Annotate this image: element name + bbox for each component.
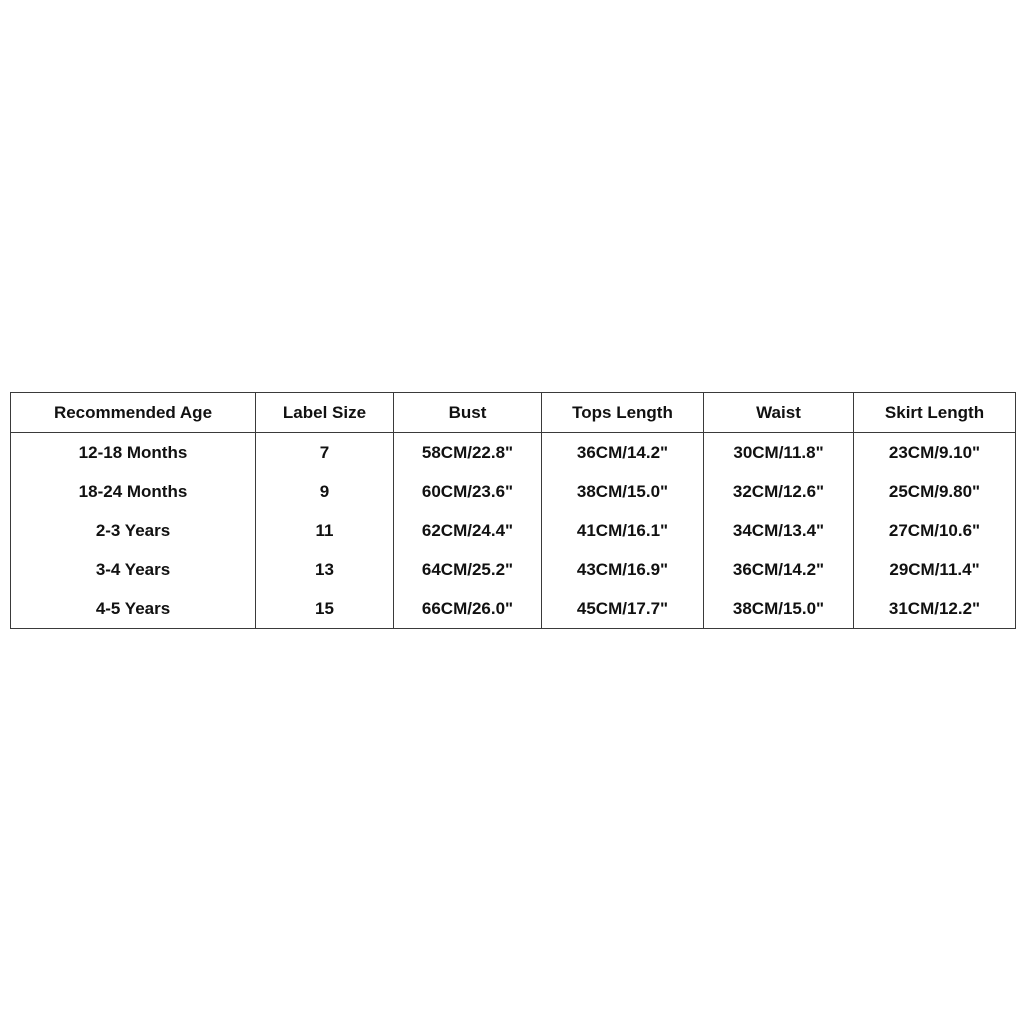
cell-bust: 66CM/26.0" (394, 589, 542, 629)
cell-label-size: 9 (256, 472, 394, 511)
cell-label-size: 13 (256, 550, 394, 589)
size-chart-table (10, 392, 1016, 629)
cell-label-size: 15 (256, 589, 394, 629)
header-waist: Waist (704, 393, 854, 433)
header-row (11, 393, 1016, 433)
cell-tops-length: 38CM/15.0" (542, 472, 704, 511)
table-header (11, 393, 1016, 433)
table-row (11, 433, 1016, 473)
cell-label-size: 7 (256, 433, 394, 473)
header-bust: Bust (394, 393, 542, 433)
cell-bust: 60CM/23.6" (394, 472, 542, 511)
cell-bust: 58CM/22.8" (394, 433, 542, 473)
cell-waist: 36CM/14.2" (704, 550, 854, 589)
cell-bust: 62CM/24.4" (394, 511, 542, 550)
cell-skirt-length: 27CM/10.6" (854, 511, 1016, 550)
cell-tops-length: 45CM/17.7" (542, 589, 704, 629)
cell-waist: 38CM/15.0" (704, 589, 854, 629)
header-label-size: Label Size (256, 393, 394, 433)
cell-tops-length: 36CM/14.2" (542, 433, 704, 473)
cell-skirt-length: 31CM/12.2" (854, 589, 1016, 629)
table-row (11, 511, 1016, 550)
header-skirt-length: Skirt Length (854, 393, 1016, 433)
cell-recommended-age: 3-4 Years (11, 550, 256, 589)
cell-tops-length: 41CM/16.1" (542, 511, 704, 550)
cell-waist: 34CM/13.4" (704, 511, 854, 550)
cell-label-size: 11 (256, 511, 394, 550)
cell-recommended-age: 4-5 Years (11, 589, 256, 629)
cell-waist: 30CM/11.8" (704, 433, 854, 473)
table-row (11, 550, 1016, 589)
table-body (11, 433, 1016, 629)
table-row (11, 589, 1016, 629)
cell-skirt-length: 25CM/9.80" (854, 472, 1016, 511)
cell-recommended-age: 18-24 Months (11, 472, 256, 511)
cell-bust: 64CM/25.2" (394, 550, 542, 589)
cell-skirt-length: 23CM/9.10" (854, 433, 1016, 473)
cell-waist: 32CM/12.6" (704, 472, 854, 511)
cell-recommended-age: 12-18 Months (11, 433, 256, 473)
cell-tops-length: 43CM/16.9" (542, 550, 704, 589)
cell-recommended-age: 2-3 Years (11, 511, 256, 550)
cell-skirt-length: 29CM/11.4" (854, 550, 1016, 589)
header-recommended-age: Recommended Age (11, 393, 256, 433)
table-row (11, 472, 1016, 511)
header-tops-length: Tops Length (542, 393, 704, 433)
